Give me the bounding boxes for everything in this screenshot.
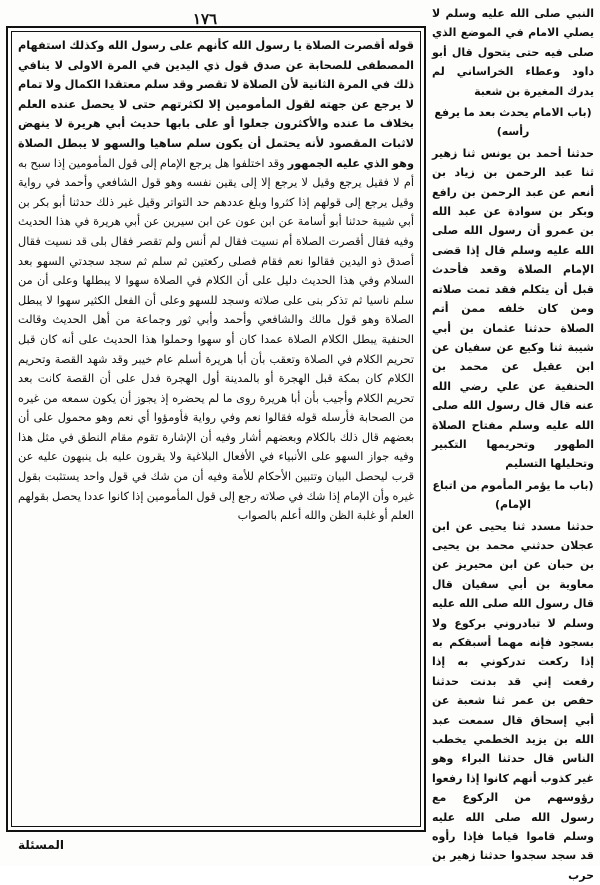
commentary-paragraph-7: وفيه أن من شك في قول واحد يستثبت بقول غيره وأن الإمام إذا شك في صلاته رجع إلى قول المأمومين إذا كانوا عددا يحصل بقولهم العلم أو غلبة الظن والله أعلم بالصواب	[18, 470, 414, 523]
commentary-frame	[6, 26, 426, 832]
chapter-heading-2: (باب ما يؤمر المأموم من اتباع الإمام)	[432, 478, 594, 512]
hadith-body-2: حدثنا مسدد ثنا يحيى عن ابن عجلان حدثني محمد بن يحيى بن حبان عن ابن محيريز عن معاوية بن أبي سفيان قال قال رسول الله صلى الله عليه وسلم لا تبادروني بركوع ولا بسجود فإنه مهما أسبقكم به إذا ركعت تدركوني به إذا رفعت إني قد بدنت حدثنا حفص بن عمر ثنا شعبة عن أبي إسحاق قال سمعت عبد الله بن يزيد الخطمي يخطب الناس قال حدثنا البراء وهو غير كذوب أنهم كانوا إذا رفعوا رؤوسهم من الركوع مع رسول الله صلى الله عليه وسلم قاموا قياما فإذا رأوه قد سجد سجدوا حدثنا زهير بن حرب	[432, 519, 594, 882]
hadith-column	[432, 4, 594, 882]
catchword: المسئلة	[18, 838, 64, 852]
commentary-paragraph-3: حدثنا أبو بكر بن أبي شيبة حدثنا أبو أسامة عن ابن عون عن ابن سيرين عن أبي هريرة في هذا الحديث وفيه فقال أقصرت الصلاة أم نسيت فقال لم أنس ولم تقصر فقال بلى قد نسيت فقال أصدق ذو اليدين فقالوا نعم فقام فصلى ركعتين ثم سلم ثم سجد سجدتي السهو بعد السلام	[18, 195, 414, 288]
commentary-paragraph-6: قوله فقالوا نعم وفي رواية فأومؤوا أي نعم وهو محمول على أن بعضهم قال ذلك بالكلام وبعضهم أشار وفيه أن الإشارة تقوم مقام النطق في مثل هذا وفيه جواز السهو على الأنبياء في الأفعال البلاغية ولا يقرون عليه بل ينبهون عليه عن قرب ليحصل البيان وتتبين الأحكام للأمة	[18, 411, 415, 484]
chapter-heading-1: (باب الامام يحدث بعد ما يرفع رأسه)	[434, 106, 592, 139]
commentary-paragraph-4: وفي هذا الحديث دليل على أن الكلام في الصلاة سهوا لا يبطلها وعلى أن من سلم ناسيا ثم تذكر بنى على صلاته وسجد للسهو وعلى أن الفعل الكثير سهوا لا يبطل الصلاة وهو قول مالك والشافعي وأحمد وأبي ثور وجماعة من أهل الحديث وقالت الحنفية يبطل الكلام الصلاة عمدا كان أو سهوا وحملوا هذا الحديث على أنه كان قبل تحريم الكلام في الصلاة	[18, 274, 414, 366]
commentary-paragraph-1: قوله أقصرت الصلاة يا رسول الله كأنهم على رسول الله وكذلك استفهام المصطفى للصحابة عن صدق قول ذي اليدين في المرة الاولى لا ينافي ذلك في المرة الثانية لأن الصلاة لا تقصر وقد سلم معتقدا الكمال ولا تمام لا يرجع عن جهته لقول المأمومين إلا لكثرتهم حتى لا يحصل عنده العلم بخلاف ما عنده والأكثرون جعلوا أو على بابها حديث أبي هريرة لا ينهض لاثبات المقصود لأنه يحتمل أن يكون سلم ساهيا والسهو لا يبطل الصلاة وهو الذي عليه الجمهور	[18, 39, 414, 170]
column-divider	[428, 26, 429, 832]
commentary-frame-inner	[11, 31, 421, 827]
hadith-body-1: حدثنا أحمد بن يونس ثنا زهير ثنا عبد الرحمن بن زياد بن أنعم عن عبد الرحمن بن رافع وبكر بن سوادة عن عبد الله بن عمرو أن رسول الله صلى الله عليه وسلم قال إذا قضى الإمام الصلاة وقعد فأحدث قبل أن يتكلم فقد تمت صلاته ومن كان خلفه ممن أتم الصلاة حدثنا عثمان بن أبي شيبة ثنا وكيع عن سفيان عن ابن عقيل عن محمد بن الحنفية عن علي رضي الله عنه قال قال رسول الله صلى الله عليه وسلم مفتاح الصلاة الطهور وتحريمها التكبير وتحليلها التسليم	[432, 146, 594, 471]
commentary-text	[18, 36, 414, 526]
page-number: ١٧٦	[192, 10, 218, 28]
chapter-heading-1-label: باب الامام يحدث بعد ما يرفع رأسه	[434, 106, 587, 139]
commentary-paragraph-5: وتعقب بأن أبا هريرة أسلم عام خيبر وقد شهد القصة وتحريم الكلام كان بمكة قبل الهجرة أو بالمدينة أول الهجرة فدل على أن القصة كانت بعد تحريم الكلام وأجيب بأن أبا هريرة روى ما لم يحضره إذ يجوز أن يكون سمعه من غيره من الصحابة فأرسله	[18, 352, 414, 425]
hadith-text	[432, 4, 594, 885]
hadith-intro: النبي صلى الله عليه وسلم لا يصلي الامام في الموضع الذي صلى فيه حتى يتحول قال أبو داود وعطاء الخراساني لم يدرك المغيرة بن شعبة	[432, 7, 594, 98]
chapter-heading-2-label: باب ما يؤمر المأموم من اتباع الإمام	[432, 478, 589, 512]
commentary-paragraph-2: وقد اختلفوا هل يرجع الإمام إلى قول المأمومين إذا سبح به أم لا فقيل يرجع وقيل لا يرجع إلا إلى يقين نفسه وهو قول الشافعي وأحمد في رواية وقيل يرجع إلى قولهم إذا كثروا وبلغ عددهم حد التواتر وقيل غير ذلك	[18, 156, 414, 209]
